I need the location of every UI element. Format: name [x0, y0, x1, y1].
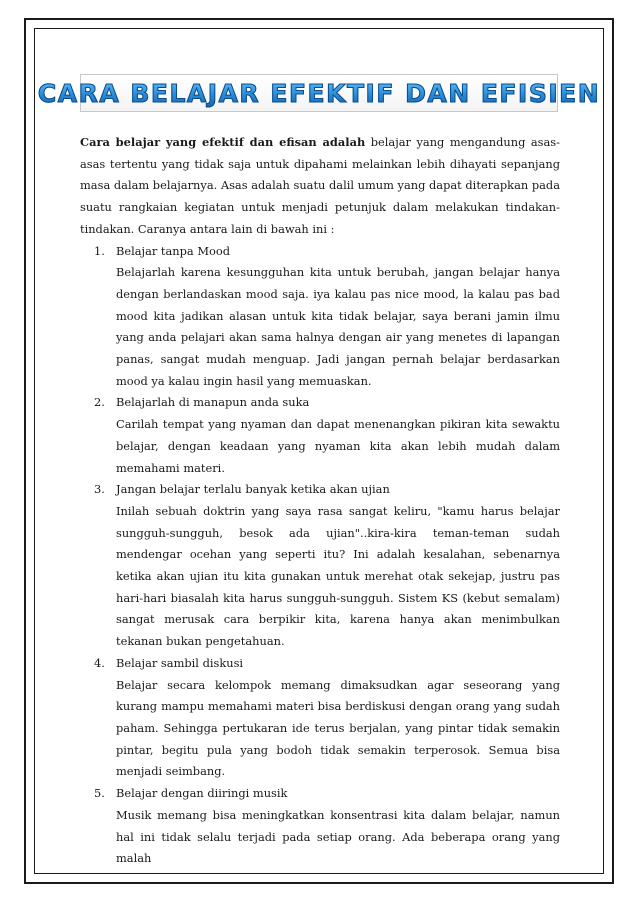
item-title: Belajar sambil diskusi — [116, 655, 244, 670]
item-number: 4. — [94, 655, 105, 670]
page-title: CARA BELAJAR EFEKTIF DAN EFISIEN — [37, 78, 601, 108]
item-body: Inilah sebuah doktrin yang saya rasa sangat keliru, "kamu harus belajar sungguh-sungguh, besok ada ujian"..kira-kira teman-teman sudah mendengar ocehan yang seperti itu? Ini adalah kesalahan, sebenarnya ketika akan ujian itu kita gunakan untuk merehat otak sekejap, justru pas hari-hari biasalah kita harus sungguh-sungguh. Sistem KS (kebut semalam) sangat merusak cara berpikir kita, karena hanya akan menimbulkan tekanan bukan pengetahuan. — [116, 503, 560, 649]
item-title: Belajar tanpa Mood — [116, 243, 231, 258]
item-number: 3. — [94, 482, 105, 497]
intro-paragraph — [80, 132, 560, 241]
item-body: Belajar secara kelompok memang dimaksudkan agar seseorang yang kurang mampu memahami materi bisa berdiskusi dengan orang yang sudah paham. Sehingga pertukaran ide terus berjalan, yang pintar tidak semakin pintar, begitu pula yang bodoh tidak semakin terperosok. Semua bisa menjadi seimbang. — [116, 677, 560, 779]
item-body: Carilah tempat yang nyaman dan dapat menenangkan pikiran kita sewaktu belajar, dengan keadaan yang nyaman kita akan lebih mudah dalam memahami materi. — [116, 417, 560, 475]
list-item — [80, 241, 560, 393]
list-item — [80, 653, 560, 783]
list-item — [80, 783, 560, 870]
list-item — [80, 392, 560, 479]
title-banner — [37, 74, 601, 112]
item-title: Belajarlah di manapun anda suka — [116, 395, 310, 410]
document-body — [80, 132, 560, 870]
item-title: Belajar dengan diiringi musik — [116, 786, 288, 801]
item-number: 5. — [94, 786, 105, 801]
item-body: Belajarlah karena kesungguhan kita untuk berubah, jangan belajar hanya dengan berlandaskan mood saja. iya kalau pas nice mood, la kalau pas bad mood kita jadikan alasan untuk kita tidak belajar, saya berani jamin ilmu yang anda pelajari akan sama halnya dengan air yang menetes di lapangan panas, sangat mudah menguap. Jadi jangan pernah belajar berdasarkan mood ya kalau ingin hasil yang memuaskan. — [116, 265, 560, 388]
item-number: 1. — [94, 243, 105, 258]
item-number: 2. — [94, 395, 105, 410]
tips-list — [80, 241, 560, 870]
item-title: Jangan belajar terlalu banyak ketika akan ujian — [116, 482, 390, 497]
intro-lead: Cara belajar yang efektif dan efisan adalah — [80, 135, 366, 149]
list-item — [80, 479, 560, 653]
intro-text: belajar yang mengandung asas-asas tertentu yang tidak saja untuk dipahami melainkan lebih dihayati sepanjang masa dalam belajarnya. Asas adalah suatu dalil umum yang dapat diterapkan pada suatu rangkaian kegiatan untuk menjadi petunjuk dalam melakukan tindakan-tindakan. Caranya antara lain di bawah ini : — [80, 135, 560, 236]
item-body: Musik memang bisa meningkatkan konsentrasi kita dalam belajar, namun hal ini tidak selalu terjadi pada setiap orang. Ada beberapa orang yang malah — [116, 807, 560, 866]
